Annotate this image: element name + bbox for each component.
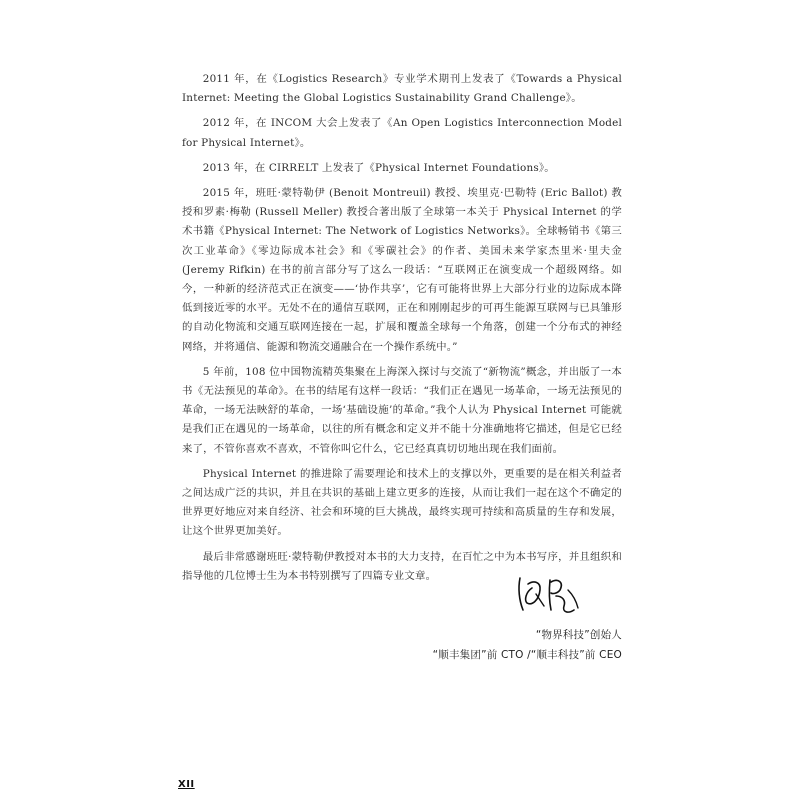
paragraph-physical-internet: Physical Internet 的推进除了需要理论和技术上的支撑以外，更重要的是在相关利益者之间达成广泛的共识，并且在共识的基础上建立更多的连接，从而让我们一起在这个不确定的世界更好地应对来自经济、社会和环境的巨大挑战，最终实现可持续和高质量的生存和发展，让这个世界更加美好。 xyxy=(182,467,622,538)
handwritten-signature xyxy=(514,570,584,620)
paragraph-2015: 2015 年，班旺·蒙特勒伊 (Benoit Montreuil) 教授、埃里克·巴勒特 (Eric Ballot) 教授和罗素·梅勒 (Russell Meller) 教授合著出版了全球第一本关于 Physical Internet 的学术书籍《Physical Internet: The Network of Logistics Networks》。全球畅销书《第三次工业革命》《零边际成本社会》和《零碳社会》的作者、美国未来学家杰里米·里夫金 (Jeremy Rifkin) 在书的前言部分写了这么一段话：“互联网正在演变成一个超级网络。如今，一种新的经济范式正在演变——‘协作共享’，它有可能将世界上大部分行业的边际成本降低到接近零的水平。无处不在的通信互联网，正在和刚刚起步的可再生能源互联网与已具雏形的自动化物流和交通互联网连接在一起，扩展和覆盖全球每一个角落，创建一个分布式的神经网络，并将通信、能源和物流交通融合在一个操作系统中。” xyxy=(182,187,622,353)
paragraph-2012: 2012 年，在 INCOM 大会上发表了《An Open Logistics Interconnection Model for Physical Internet》。 xyxy=(182,117,622,149)
signature-icon xyxy=(514,570,584,620)
paragraph-2011: 2011 年，在《Logistics Research》专业学术期刊上发表了《Towards a Physical Internet: Meeting the Global Logistics Sustainability Grand Challenge》。 xyxy=(182,73,622,105)
page-number: XII xyxy=(178,779,195,790)
paragraph-2013: 2013 年，在 CIRRELT 上发表了《Physical Internet Foundations》。 xyxy=(202,161,555,174)
paragraph-acknowledgement: 最后非常感谢班旺·蒙特勒伊教授对本书的大力支持，在百忙之中为本书写序，并且组织和指导他的几位博士生为本书特别撰写了四篇专业文章。 xyxy=(182,550,622,582)
author-title-former-roles: “顺丰集团”前 CTO /“顺丰科技”前 CEO xyxy=(432,649,622,661)
author-title-founder: “物界科技”创始人 xyxy=(535,629,622,641)
paragraph-five-years-ago: 5 年前，108 位中国物流精英集聚在上海深入探讨与交流了“新物流”概念，并出版了一本书《无法预见的革命》。在书的结尾有这样一段话：“我们正在遇见一场革命，一场无法预见的革命，一场无法䀹舒的革命，一场‘基础设施’的革命。”我个人认为 Physical Internet 可能就是我们正在遇见的一场革命，以往的所有概念和定义并不能十分准确地将它描述，但是它已经来了，不管你喜欢不喜欢，不管你叫它什么，它已经真真切切地出现在我们面前。 xyxy=(182,365,622,455)
preface-body xyxy=(182,70,622,592)
